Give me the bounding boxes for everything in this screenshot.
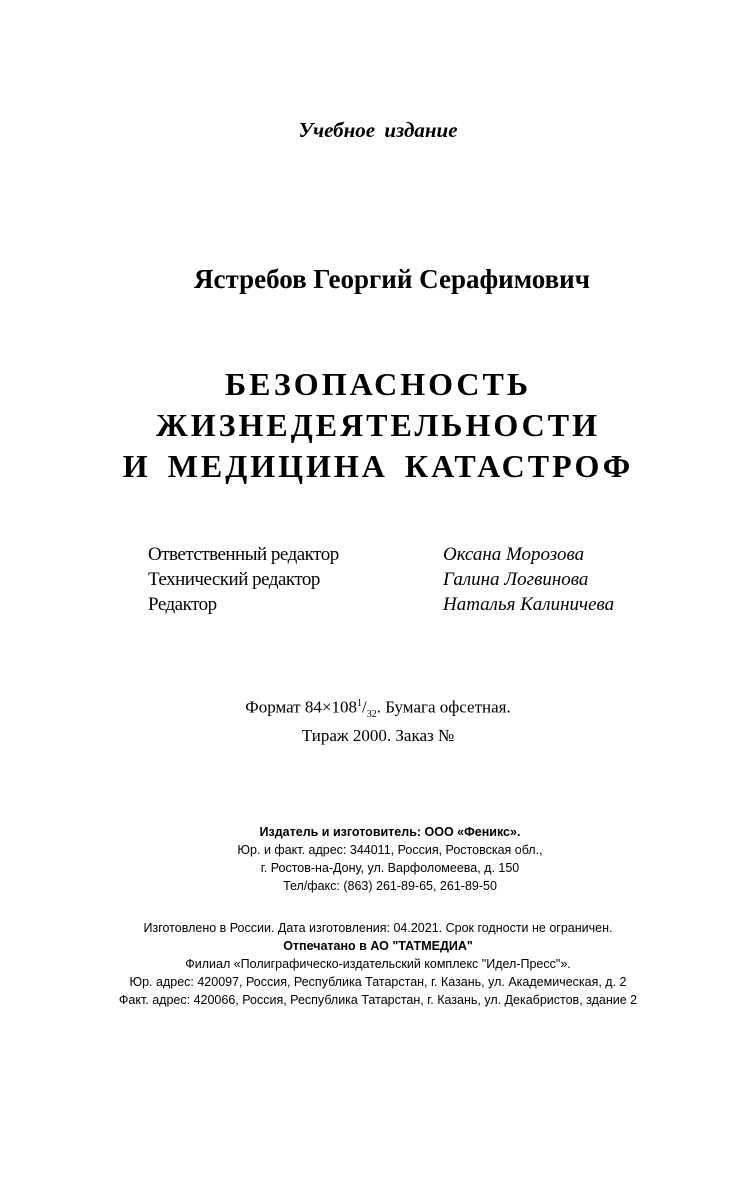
edition-type: Учебное издание: [298, 118, 458, 142]
printing-line-2: Отпечатано в АО "ТАТМЕДИА": [283, 939, 473, 953]
title-line-2: ЖИЗНЕДЕЯТЕЛЬНОСТИ: [156, 407, 600, 443]
publisher-line-3: г. Ростов-на-Дону, ул. Варфоломеева, д. 150: [260, 861, 520, 875]
editor-row: [148, 592, 668, 617]
printing-line-5: Факт. адрес: 420066, Россия, Республика Татарстан, г. Казань, ул. Декабристов, здание 2: [118, 993, 638, 1007]
printing-line-1: Изготовлено в России. Дата изготовления: 04.2021. Срок годности не ограничен.: [143, 921, 613, 935]
format-line: [0, 693, 756, 725]
book-title: [0, 364, 756, 487]
publisher-line-2: Юр. и факт. адрес: 344011, Россия, Ростовская обл.,: [237, 843, 543, 857]
title-line-3: И МЕДИЦИНА КАТАСТРОФ: [122, 448, 634, 484]
circulation-line: Тираж 2000. Заказ №: [301, 726, 455, 746]
editor-role: Редактор: [148, 594, 217, 615]
print-format: [0, 693, 756, 746]
publisher-line-1: Издатель и изготовитель: ООО «Феникс».: [259, 825, 521, 839]
editor-row: [148, 542, 668, 567]
editor-name: Наталья Калиничева: [443, 594, 615, 615]
printing-info: [0, 919, 756, 1009]
editor-role: Ответственный редактор: [148, 544, 339, 565]
format-sup: 1: [356, 698, 362, 709]
author-name: Ястребов Георгий Серафимович: [194, 264, 590, 294]
printing-line-3: Филиал «Полиграфическо-издательский комплекс "Идел-Пресс"».: [185, 957, 571, 971]
printing-line-4: Юр. адрес: 420097, Россия, Республика Татарстан, г. Казань, ул. Академическая, д. 2: [129, 975, 627, 989]
title-line-1: БЕЗОПАСНОСТЬ: [225, 366, 531, 402]
publisher-info: [0, 823, 756, 895]
editor-name: Галина Логвинова: [443, 569, 589, 590]
publisher-line-4: Тел/факс: (863) 261-89-65, 261-89-50: [283, 879, 497, 893]
editor-row: [148, 567, 668, 592]
format-slash: /: [361, 697, 367, 717]
editor-role: Технический редактор: [148, 569, 320, 590]
editors-list: [148, 542, 668, 617]
editor-name: Оксана Морозова: [443, 544, 585, 565]
format-prefix: Формат 84×108: [245, 697, 357, 717]
format-sub: 32: [366, 709, 377, 721]
format-suffix: . Бумага офсетная.: [376, 697, 511, 717]
